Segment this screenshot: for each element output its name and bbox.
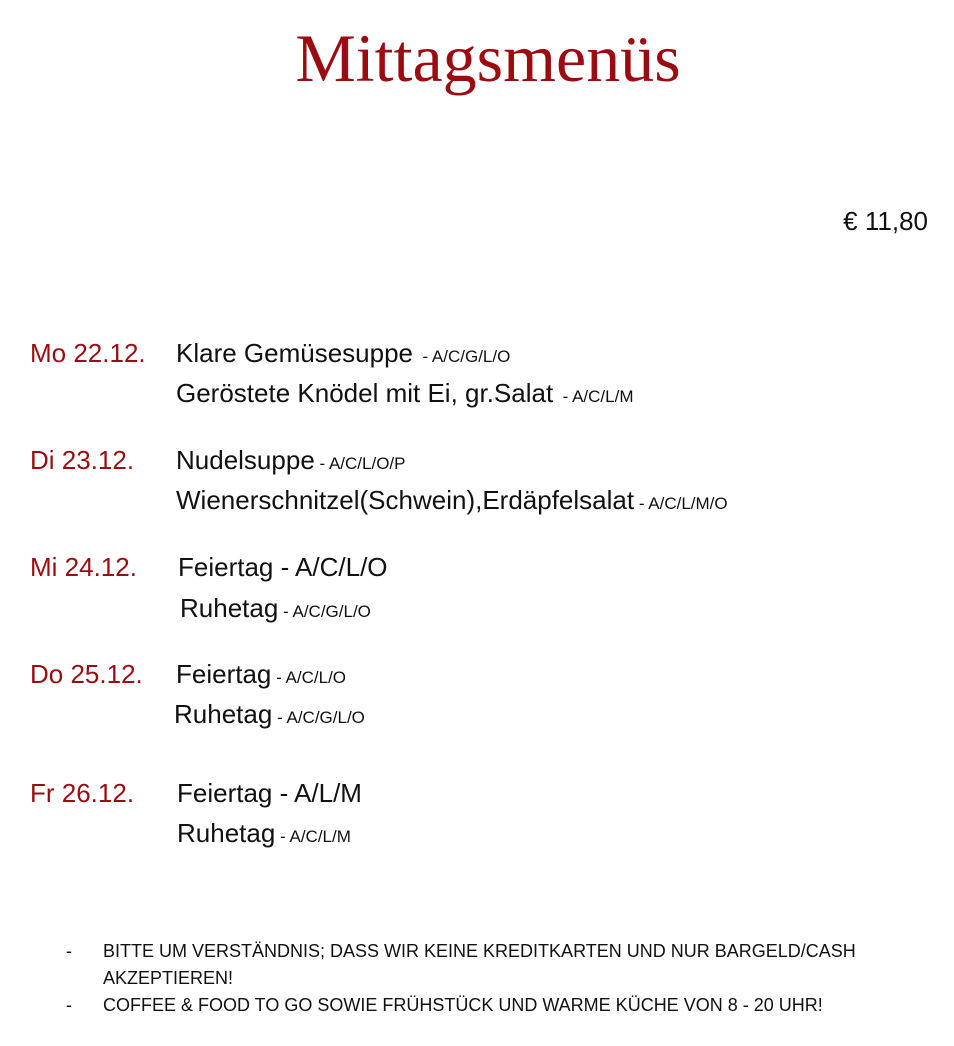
allergen-codes: - A/C/G/L/O — [272, 708, 365, 727]
allergen-codes: - A/C/L/M — [275, 827, 351, 846]
note-text: BITTE UM VERSTÄNDNIS; DASS WIR KEINE KREDITKARTEN UND NUR BARGELD/CASH AKZEPTIEREN! — [103, 941, 856, 988]
dish-wednesday-first — [178, 552, 388, 582]
menu-price: € 11,80 — [843, 206, 928, 236]
note-item — [66, 938, 936, 992]
dish-monday-soup — [176, 338, 510, 372]
dish-friday-second — [177, 818, 351, 852]
dish-name: Feiertag — [177, 778, 273, 808]
page-title: Mittagsmenüs — [295, 20, 681, 96]
dish-thursday-first — [176, 659, 346, 693]
dish-wednesday-second — [180, 593, 371, 627]
dish-name: Nudelsuppe — [176, 445, 315, 475]
allergen-codes: - A/C/L/O — [273, 552, 388, 582]
note-bullet: - — [66, 941, 72, 961]
dish-monday-main — [176, 378, 634, 412]
note-item — [66, 992, 936, 1019]
dish-tuesday-main — [176, 485, 728, 519]
allergen-codes: - A/C/G/L/O — [278, 602, 371, 621]
dish-name: Feiertag — [178, 552, 274, 582]
dish-name: Klare Gemüsesuppe — [176, 338, 414, 368]
allergen-codes: - A/C/L/M — [553, 387, 634, 406]
day-label-monday: Mo 22.12. — [30, 338, 146, 368]
dish-name: Wienerschnitzel(Schwein),Erdäpfelsalat — [176, 485, 635, 515]
allergen-codes: - A/C/L/O/P — [314, 454, 406, 473]
dish-friday-first — [177, 778, 362, 808]
dish-name: Geröstete Knödel mit Ei, gr.Salat — [176, 378, 554, 408]
allergen-codes: - A/L/M — [272, 778, 362, 808]
day-label-thursday: Do 25.12. — [30, 659, 143, 689]
day-label-tuesday: Di 23.12. — [30, 445, 135, 475]
allergen-codes: - A/C/L/M/O — [634, 494, 728, 513]
note-bullet: - — [66, 995, 72, 1015]
note-text: COFFEE & FOOD TO GO SOWIE FRÜHSTÜCK UND WARME KÜCHE VON 8 - 20 UHR! — [103, 995, 823, 1015]
dish-name: Feiertag — [176, 659, 272, 689]
allergen-codes: - A/C/L/O — [271, 668, 347, 687]
allergen-codes: - A/C/G/L/O — [413, 347, 511, 366]
dish-name: Ruhetag — [180, 593, 279, 623]
dish-name: Ruhetag — [174, 699, 273, 729]
day-label-wednesday: Mi 24.12. — [30, 552, 137, 582]
notes-list — [66, 938, 936, 1019]
day-label-friday: Fr 26.12. — [30, 778, 135, 808]
dish-thursday-second — [174, 699, 365, 733]
dish-name: Ruhetag — [177, 818, 276, 848]
dish-tuesday-soup — [176, 445, 405, 479]
